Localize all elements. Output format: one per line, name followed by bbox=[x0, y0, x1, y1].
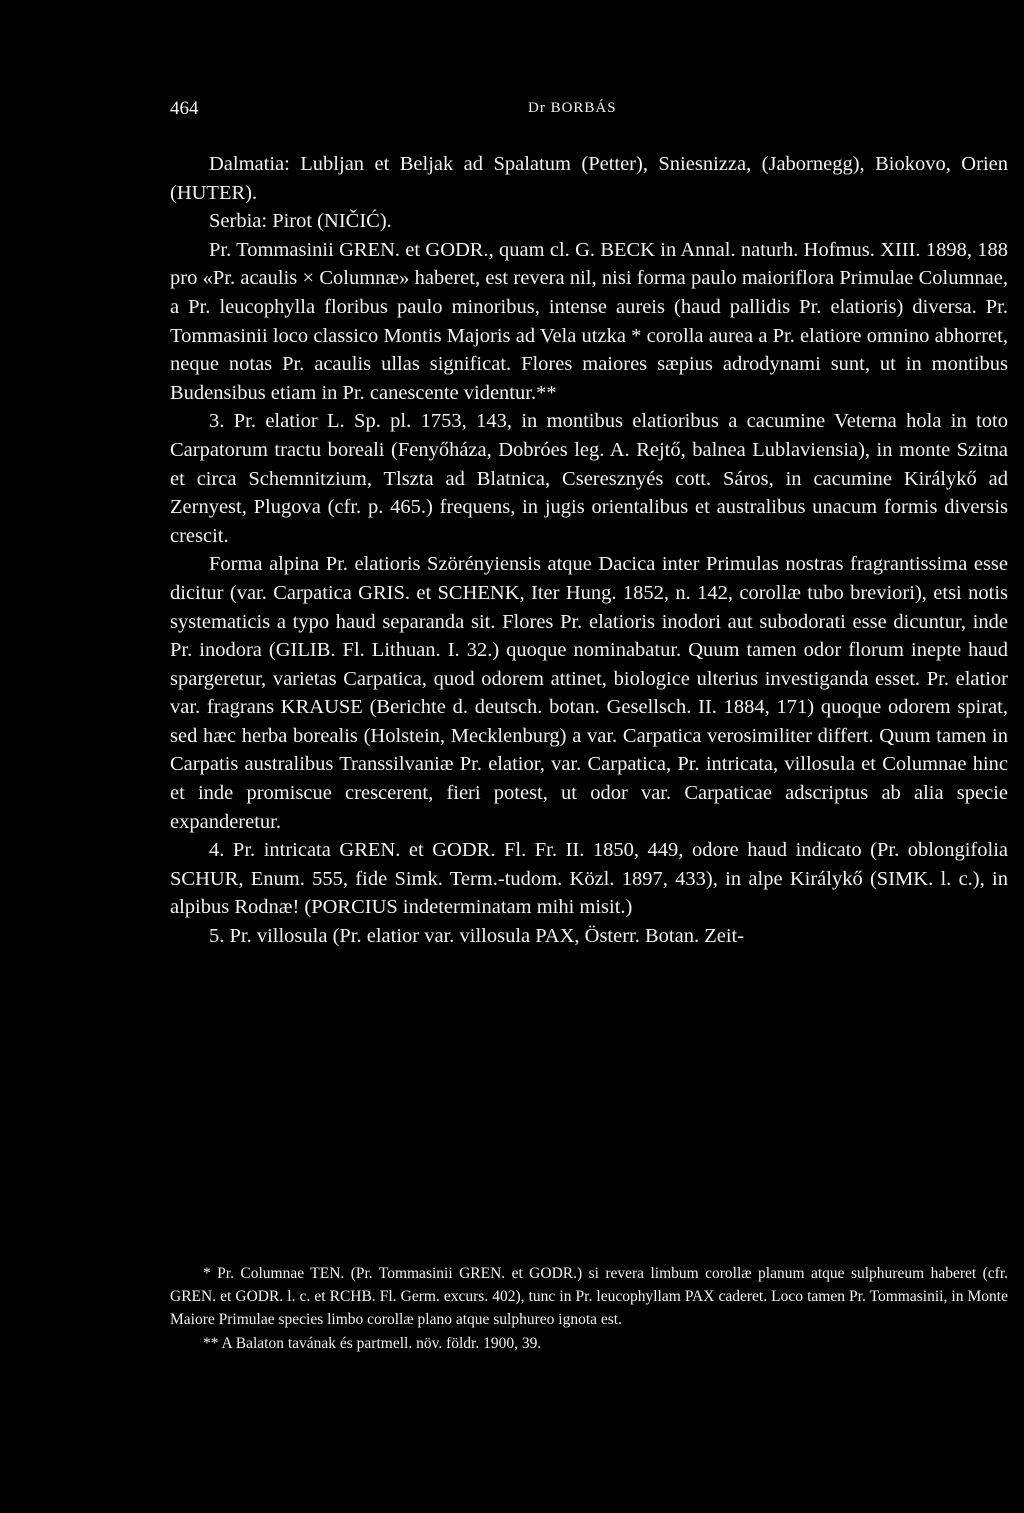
main-text bbox=[170, 150, 1008, 951]
paragraph-villosula: 5. Pr. villosula (Pr. elatior var. villosula PAX, Österr. Botan. Zeit- bbox=[209, 925, 745, 948]
paragraph-forma-alpina: Forma alpina Pr. elatioris Szörényiensis atque Dacica inter Primulas nostras fragrantissima esse dicitur (var. Carpatica GRIS. et SCHENK, Iter Hung. 1852, n. 142, corollæ tubo breviori), etsi notis systematicis a typo haud separanda sit. Flores Pr. elatioris inodori aut subodorati esse dicuntur, inde Pr. inodora (GILIB. Fl. Lithuan. I. 32.) quoque nominabatur. Quum tamen odor florum inepte haud spargeretur, varietas Carpatica, quod odorem attinet, biologice ulterius investiganda esset. Pr. elatior var. fragrans KRAUSE (Berichte d. deutsch. botan. Gesellsch. II. 1884, 171) quoque odorem spirat, sed hæc herba borealis (Holstein, Mecklenburg) a var. Carpatica verosimiliter differt. Quum tamen in Carpatis australibus Transsilvaniæ Pr. elatior, var. Carpatica, Pr. intricata, villosula et Columnae hinc et inde promiscue crescerent, fieri potest, ut odor var. Carpaticae adscriptus ab alia specie expanderetur. bbox=[170, 553, 1008, 833]
paragraph-tommasinii: Pr. Tommasinii GREN. et GODR., quam cl. G. BECK in Annal. naturh. Hofmus. XIII. 1898, 188 pro «Pr. acaulis × Columnæ» haberet, est revera nil, nisi forma paulo maioriflora Primulae Columnae, a Pr. leucophylla floribus paulo minoribus, intense aureis (haud pallidis Pr. elatioris) diversa. Pr. Tommasinii loco classico Montis Majoris ad Vela utzka * corolla aurea a Pr. elatiore omnino abhorret, neque notas Pr. acaulis ullas significat. Flores maiores sæpius adrodynami sunt, ut in montibus Budensibus etiam in Pr. canescente videntur.** bbox=[170, 238, 1008, 404]
footnote-2: ** A Balaton tavának és partmell. növ. földr. 1900, 39. bbox=[203, 1334, 542, 1352]
paragraph-serbia: Serbia: Pirot (NIČIĆ). bbox=[209, 210, 392, 233]
page-header bbox=[0, 98, 1024, 128]
footnote-1: * Pr. Columnae TEN. (Pr. Tommasinii GREN. et GODR.) si revera limbum corollæ planum atque sulphureum haberet (cfr. GREN. et GODR. l. c. et RCHB. Fl. Germ. excurs. 402), tunc in Pr. leucophyllam PAX caderet. Loco tamen Pr. Tommasinii, in Monte Maiore Primulae species limbo corollæ plano atque sulphureo ignota est. bbox=[170, 1265, 1008, 1329]
paragraph-dalmatia: Dalmatia: Lubljan et Beljak ad Spalatum (Petter), Sniesnizza, (Jabornegg), Biokovo, Orien (HUTER). bbox=[170, 153, 1008, 204]
paragraph-elatior: 3. Pr. elatior L. Sp. pl. 1753, 143, in montibus elatioribus a cacumine Veterna hola in toto Carpatorum tractu boreali (Fenyőháza, Dobróes leg. A. Rejtő, balnea Lublaviensia), in monte Szitna et circa Schemnitzium, Tlszta ad Blatnica, Cseresznyés cott. Sáros, in cacumine Királykő ad Zernyest, Plugova (cfr. p. 465.) frequens, in jugis orientalibus et australibus unacum formis diversis crescit. bbox=[170, 410, 1008, 547]
page-number: 464 bbox=[170, 98, 199, 119]
footnotes bbox=[170, 1262, 1008, 1355]
running-head: Dr BORBÁS bbox=[528, 100, 617, 116]
paragraph-intricata: 4. Pr. intricata GREN. et GODR. Fl. Fr. II. 1850, 449, odore haud indicato (Pr. oblongifolia SCHUR, Enum. 555, fide Simk. Term.-tudom. Közl. 1897, 433), in alpe Királykő (SIMK. l. c.), in alpibus Rodnæ! (PORCIUS indeterminatam mihi misit.) bbox=[170, 839, 1008, 919]
